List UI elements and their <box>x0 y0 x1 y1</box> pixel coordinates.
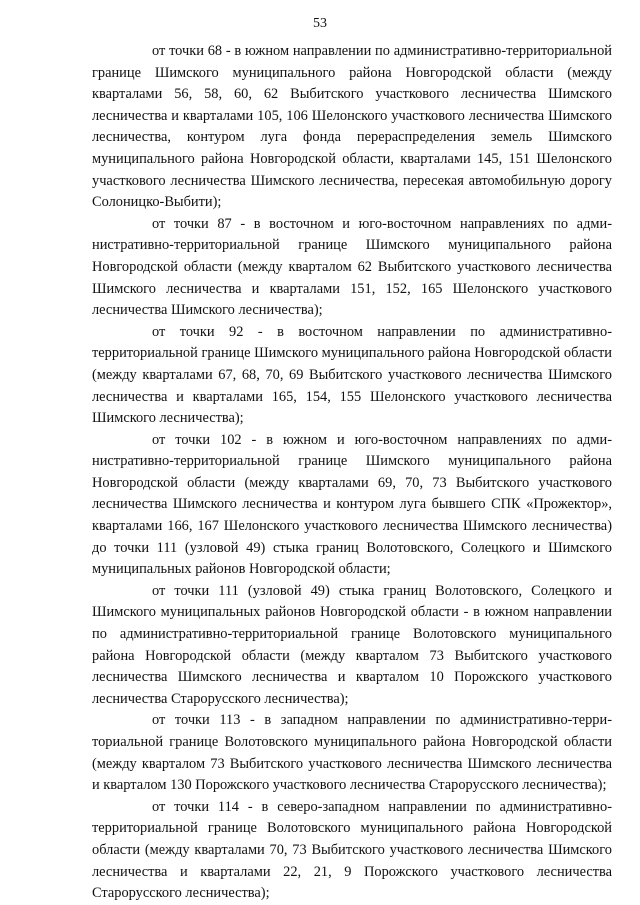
paragraph-point-111: от точки 111 (узловой 49) стыка границ Волотовского, Солецкого и Шимского муниципальных районов Новгородской области - в южном направлении по административно-территориальной границе Волотовского муниципального района Новгородской области (между кварталом 73 Выбитского участкового лесничества Шимского лесничества и кварталом 10 Порожского участкового лесничества Старорусского лесничества); <box>92 582 612 707</box>
paragraph-point-102: от точки 102 - в южном и юго-восточном направлениях по административно-территориальной границе Шимского муниципального района Новгородской области (между кварталами 69, 70, 73 Выбитского участкового лесничества Шимского лесничества и контуром луга бывшего СПК «Прожектор», кварталами 166, 167 Шелонского участкового лесничества Шимского лесничества) до точки 111 (узловой 49) стыка границ Волотовского, Солецкого и Шимского муниципальных районов Новгородской области; <box>92 431 612 578</box>
paragraph-point-87: от точки 87 - в восточном и юго-восточном направлениях по административно-территориальной границе Шимского муниципального района Новгородской области (между кварталом 62 Выбитского участкового лесничества Шимского лесничества и кварталами 151, 152, 165 Шелонского участкового лесничества Шимского лесничества); <box>92 215 612 319</box>
paragraph-point-114: от точки 114 - в северо-западном направлении по административно-территориальной границе Волотовского муниципального района Новгородской области (между кварталами 70, 73 Выбитского участкового лесничества Шимского лесничества и кварталами 22, 21, 9 Порожского участкового лесничества Старорусского лесничества); <box>92 798 612 902</box>
paragraph-point-68: от точки 68 - в южном направлении по административно-территориальной границе Шимского муниципального района Новгородской области (между кварталами 56, 58, 60, 62 Выбитского участкового лесничества Шимского лесничества и кварталами 105, 106 Шелонского участкового лесничества Шимского лесничества, контуром луга фонда перераспределения земель Шимского муниципального района Новгородской области, кварталами 145, 151 Шелонского участкового лесничества Шимского лесничества, пересекая автомобильную дорогу Солоницко-Выбити); <box>92 43 612 211</box>
document-body <box>92 41 612 905</box>
paragraph-point-113: от точки 113 - в западном направлении по административно-территориальной границе Волотовского муниципального района Новгородской области (между кварталом 73 Выбитского участкового лесничества Шимского лесничества и кварталом 130 Порожского участкового лесничества Старорусского лесничества); <box>92 712 612 794</box>
paragraph-point-92: от точки 92 - в восточном направлении по административно-территориальной границе Шимского муниципального района Новгородской области (между кварталами 67, 68, 70, 69 Выбитского участкового лесничества Шимского лесничества и кварталами 165, 154, 155 Шелонского участкового лесничества Шимского лесничества); <box>92 323 612 427</box>
page-number: 53 <box>313 16 327 31</box>
